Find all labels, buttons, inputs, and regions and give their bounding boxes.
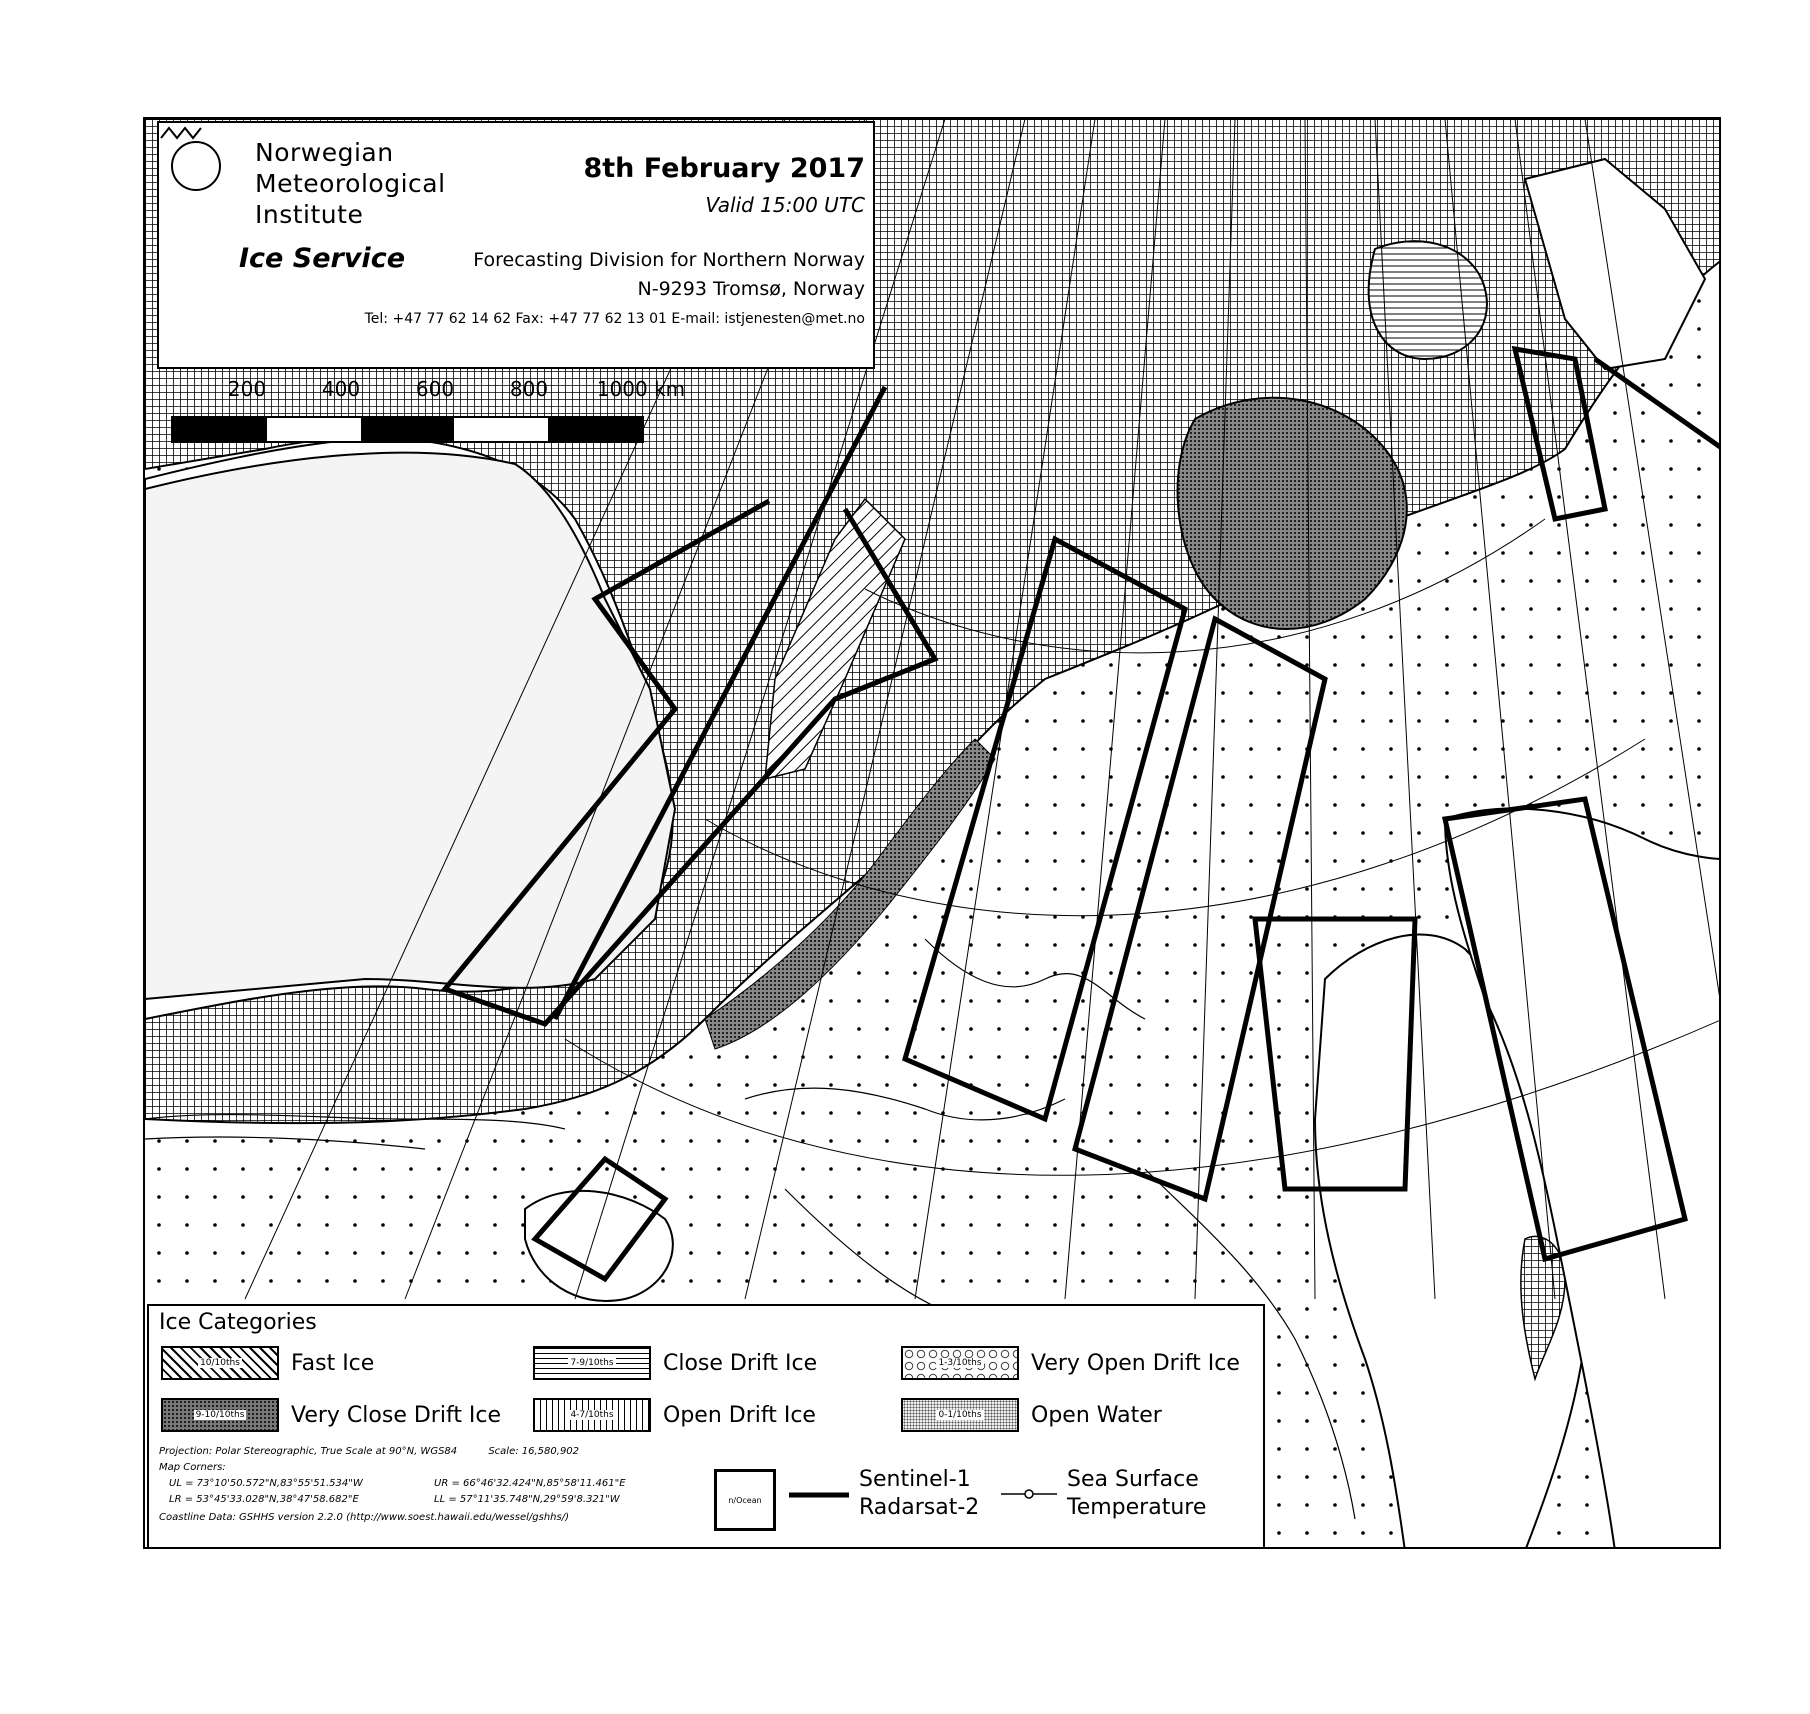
ocean-logo-icon — [714, 1469, 776, 1531]
scale-label-400: 400 — [321, 377, 361, 401]
sentinel-radarsat-label — [859, 1466, 979, 1522]
ice-chart-map — [143, 117, 1721, 1549]
scale-value: Scale: 16,580,902 — [488, 1446, 580, 1457]
corner-ul: UL = 73°10'50.572"N,83°55'51.534"W — [169, 1478, 363, 1489]
wave-icon — [159, 123, 205, 143]
open-water-swatch — [901, 1398, 1019, 1432]
scale-segment — [548, 418, 642, 441]
swatch-label: 9-10/10ths — [195, 1410, 245, 1420]
very-open-drift-ice-swatch — [901, 1346, 1019, 1380]
projection-info — [159, 1446, 579, 1457]
corner-ur: UR = 66°46'32.424"N,85°58'11.461"E — [434, 1478, 626, 1489]
division-name: Forecasting Division for Northern Norway — [473, 249, 865, 271]
legend-item-open-drift-ice — [533, 1398, 816, 1432]
scale-label-1000: 1000 km — [596, 377, 686, 401]
legend-panel — [147, 1304, 1265, 1549]
legend-item-very-open-drift-ice — [901, 1346, 1240, 1380]
met-institute-logo-icon — [171, 141, 221, 191]
fast-ice-swatch — [161, 1346, 279, 1380]
legend-label: Fast Ice — [291, 1350, 375, 1376]
swatch-label: 4-7/10ths — [570, 1410, 614, 1420]
map-corners-title: Map Corners: — [159, 1462, 226, 1473]
org-name-line-1: Norwegian — [255, 138, 394, 167]
scale-segment — [267, 418, 361, 441]
org-name-line-2: Meteorological — [255, 169, 446, 198]
sentinel-line-icon — [789, 1492, 849, 1498]
open-drift-ice-swatch — [533, 1398, 651, 1432]
header-panel — [157, 121, 875, 369]
org-name-line-3: Institute — [255, 200, 364, 229]
scale-label-200: 200 — [227, 377, 267, 401]
coastline-source: Coastline Data: GSHHS version 2.2.0 (http://www.soest.hawaii.edu/wessel/gshhs/) — [159, 1512, 569, 1523]
legend-item-open-water — [901, 1398, 1162, 1432]
sst-label-line-1: Sea Surface — [1067, 1467, 1199, 1492]
sst-line-icon — [1001, 1486, 1057, 1502]
legend-label: Close Drift Ice — [663, 1350, 818, 1376]
corner-lr: LR = 53°45'33.028"N,38°47'58.682"E — [169, 1494, 359, 1505]
service-name: Ice Service — [239, 243, 406, 274]
close-drift-ice-swatch — [533, 1346, 651, 1380]
contact-info: Tel: +47 77 62 14 62 Fax: +47 77 62 13 01 E-mail: istjenesten@met.no — [364, 311, 865, 327]
valid-time: Valid 15:00 UTC — [705, 193, 865, 217]
projection-text: Projection: Polar Stereographic, True Scale at 90°N, WGS84 — [159, 1446, 458, 1457]
ocean-logo-text: n/Ocean — [728, 1495, 762, 1505]
legend-item-very-close-drift-ice — [161, 1398, 501, 1432]
scale-bar — [171, 416, 644, 443]
chart-date: 8th February 2017 — [583, 153, 865, 184]
swatch-label: 1-3/10ths — [938, 1358, 982, 1368]
swatch-label: 7-9/10ths — [570, 1358, 614, 1368]
scale-segment — [173, 418, 267, 441]
legend-label: Very Open Drift Ice — [1031, 1350, 1240, 1376]
corner-ll: LL = 57°11'35.748"N,29°59'8.321"W — [434, 1494, 620, 1505]
sst-label-line-2: Temperature — [1067, 1495, 1207, 1520]
swatch-label: 10/10ths — [200, 1358, 240, 1368]
scale-segment — [454, 418, 548, 441]
legend-item-close-drift-ice — [533, 1346, 817, 1380]
scale-label-600: 600 — [415, 377, 455, 401]
legend-label: Open Drift Ice — [663, 1402, 816, 1428]
address: N-9293 Tromsø, Norway — [637, 278, 865, 300]
very-close-drift-ice-swatch — [161, 1398, 279, 1432]
scale-labels — [145, 377, 845, 407]
scale-label-800: 800 — [509, 377, 549, 401]
organization-name — [255, 137, 446, 230]
legend-title: Ice Categories — [159, 1310, 317, 1335]
swatch-label: 0-1/10ths — [938, 1410, 982, 1420]
legend-label: Open Water — [1031, 1402, 1162, 1428]
legend-label: Very Close Drift Ice — [291, 1402, 502, 1428]
scale-segment — [361, 418, 455, 441]
sentinel-label: Sentinel-1 — [859, 1467, 971, 1492]
sst-label — [1067, 1466, 1206, 1522]
legend-item-fast-ice — [161, 1346, 374, 1380]
radarsat-label: Radarsat-2 — [859, 1495, 980, 1520]
